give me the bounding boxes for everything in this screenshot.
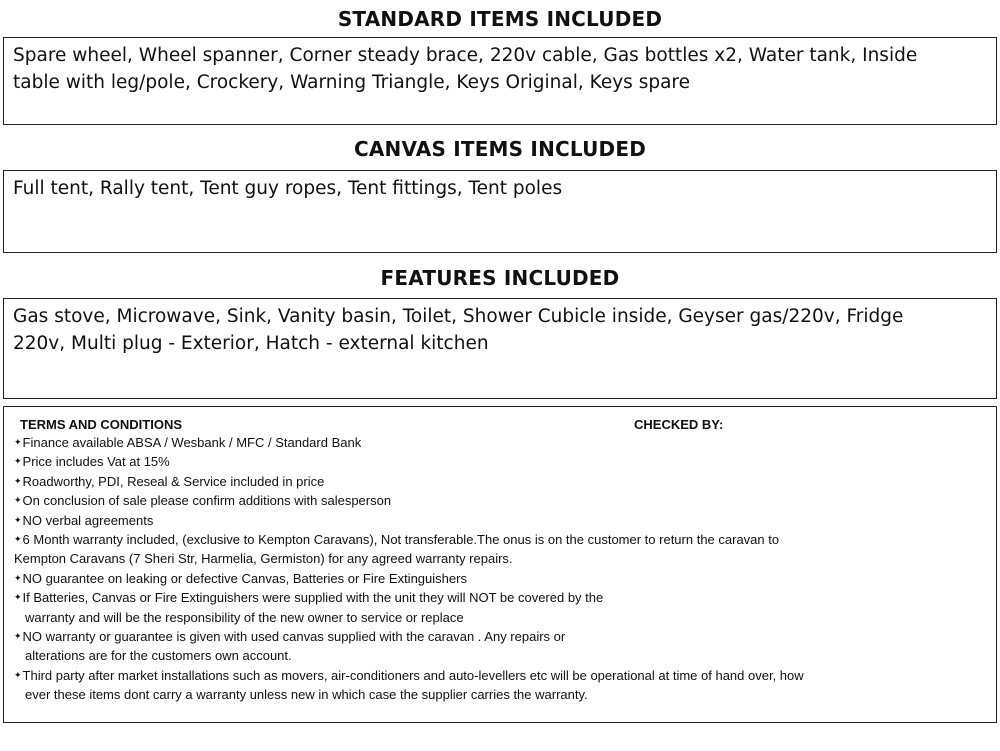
terms-item xyxy=(14,569,996,588)
features-box xyxy=(3,298,997,399)
terms-item-text: If Batteries, Canvas or Fire Extinguishers were supplied with the unit they will NOT be covered by the xyxy=(22,590,604,606)
standard-items-line: Spare wheel, Wheel spanner, Corner steady brace, 220v cable, Gas bottles x2, Water tank, Inside xyxy=(13,45,918,66)
terms-title: TERMS AND CONDITIONS xyxy=(20,417,183,432)
terms-list xyxy=(14,433,996,705)
terms-item-text: alterations are for the customers own account. xyxy=(25,648,292,664)
terms-item-text: Finance available ABSA / Wesbank / MFC / Standard Bank xyxy=(22,435,362,450)
bullet-star-icon: ✦ xyxy=(14,475,22,486)
bullet-star-icon: ✦ xyxy=(14,495,22,506)
terms-box xyxy=(3,406,997,723)
terms-item xyxy=(14,530,996,569)
terms-item xyxy=(14,627,996,666)
standard-items-box xyxy=(3,37,997,125)
terms-item-continuation xyxy=(14,646,996,665)
terms-header xyxy=(14,414,996,433)
features-line: Gas stove, Microwave, Sink, Vanity basin, Toilet, Shower Cubicle inside, Geyser gas/220v, Fridge xyxy=(13,306,904,327)
terms-item-line xyxy=(14,472,996,491)
terms-item-text: NO verbal agreements xyxy=(22,512,154,528)
checked-by-label: CHECKED BY: xyxy=(634,417,724,432)
terms-item xyxy=(14,588,996,627)
terms-item-line xyxy=(14,627,996,646)
terms-item-text: NO warranty or guarantee is given with used canvas supplied with the caravan . Any repairs or xyxy=(22,629,566,645)
terms-item-line xyxy=(14,666,996,685)
terms-item xyxy=(14,452,996,471)
terms-item xyxy=(14,433,996,452)
bullet-star-icon: ✦ xyxy=(14,437,22,447)
terms-item-line xyxy=(14,491,996,510)
standard-items-line: table with leg/pole, Crockery, Warning Triangle, Keys Original, Keys spare xyxy=(13,72,690,93)
bullet-star-icon: ✦ xyxy=(14,514,22,525)
terms-item-text: ever these items dont carry a warranty unless new in which case the supplier carries the warranty. xyxy=(25,687,588,703)
terms-item-text: NO guarantee on leaking or defective Canvas, Batteries or Fire Extinguishers xyxy=(22,570,467,586)
terms-item-line xyxy=(14,433,996,452)
terms-item xyxy=(14,472,996,491)
terms-item-line xyxy=(14,511,996,530)
terms-item-continuation xyxy=(14,608,996,627)
bullet-star-icon: ✦ xyxy=(14,592,22,603)
terms-item xyxy=(14,491,996,510)
terms-item-continuation xyxy=(14,685,996,704)
terms-item-text: Price includes Vat at 15% xyxy=(22,454,170,470)
canvas-items-text xyxy=(4,171,996,202)
terms-item-line xyxy=(14,530,996,549)
terms-item-text: Third party after market installations such as movers, air-conditioners and auto-levellers etc will be operational at time of hand over, how xyxy=(22,667,804,683)
features-text xyxy=(4,299,996,357)
bullet-star-icon: ✦ xyxy=(14,572,22,583)
terms-item xyxy=(14,666,996,705)
standard-items-text xyxy=(4,38,996,96)
standard-items-title: STANDARD ITEMS INCLUDED xyxy=(337,7,663,31)
bullet-star-icon: ✦ xyxy=(14,534,22,545)
terms-item-text: warranty and will be the responsibility of the new owner to service or replace xyxy=(25,609,464,625)
canvas-items-title: CANVAS ITEMS INCLUDED xyxy=(353,137,647,161)
terms-item-line xyxy=(14,569,996,588)
bullet-star-icon: ✦ xyxy=(14,669,22,680)
terms-item-text: On conclusion of sale please confirm additions with salesperson xyxy=(22,493,392,509)
bullet-star-icon: ✦ xyxy=(14,456,22,467)
terms-item-text: Kempton Caravans (7 Sheri Str, Harmelia, Germiston) for any agreed warranty repairs. xyxy=(14,551,513,567)
terms-item-text: 6 Month warranty included, (exclusive to Kempton Caravans), Not transferable.The onus is on the customer to return the caravan to xyxy=(22,532,780,548)
terms-item-text: Roadworthy, PDI, Reseal & Service included in price xyxy=(22,473,325,489)
terms-item xyxy=(14,511,996,530)
canvas-items-line: Full tent, Rally tent, Tent guy ropes, Tent fittings, Tent poles xyxy=(13,178,563,199)
terms-item-line xyxy=(14,588,996,607)
terms-item-continuation xyxy=(14,549,996,568)
terms-item-line xyxy=(14,452,996,471)
canvas-items-box xyxy=(3,170,997,253)
bullet-star-icon: ✦ xyxy=(14,631,22,642)
features-title: FEATURES INCLUDED xyxy=(380,266,620,290)
features-line: 220v, Multi plug - Exterior, Hatch - external kitchen xyxy=(13,333,489,354)
